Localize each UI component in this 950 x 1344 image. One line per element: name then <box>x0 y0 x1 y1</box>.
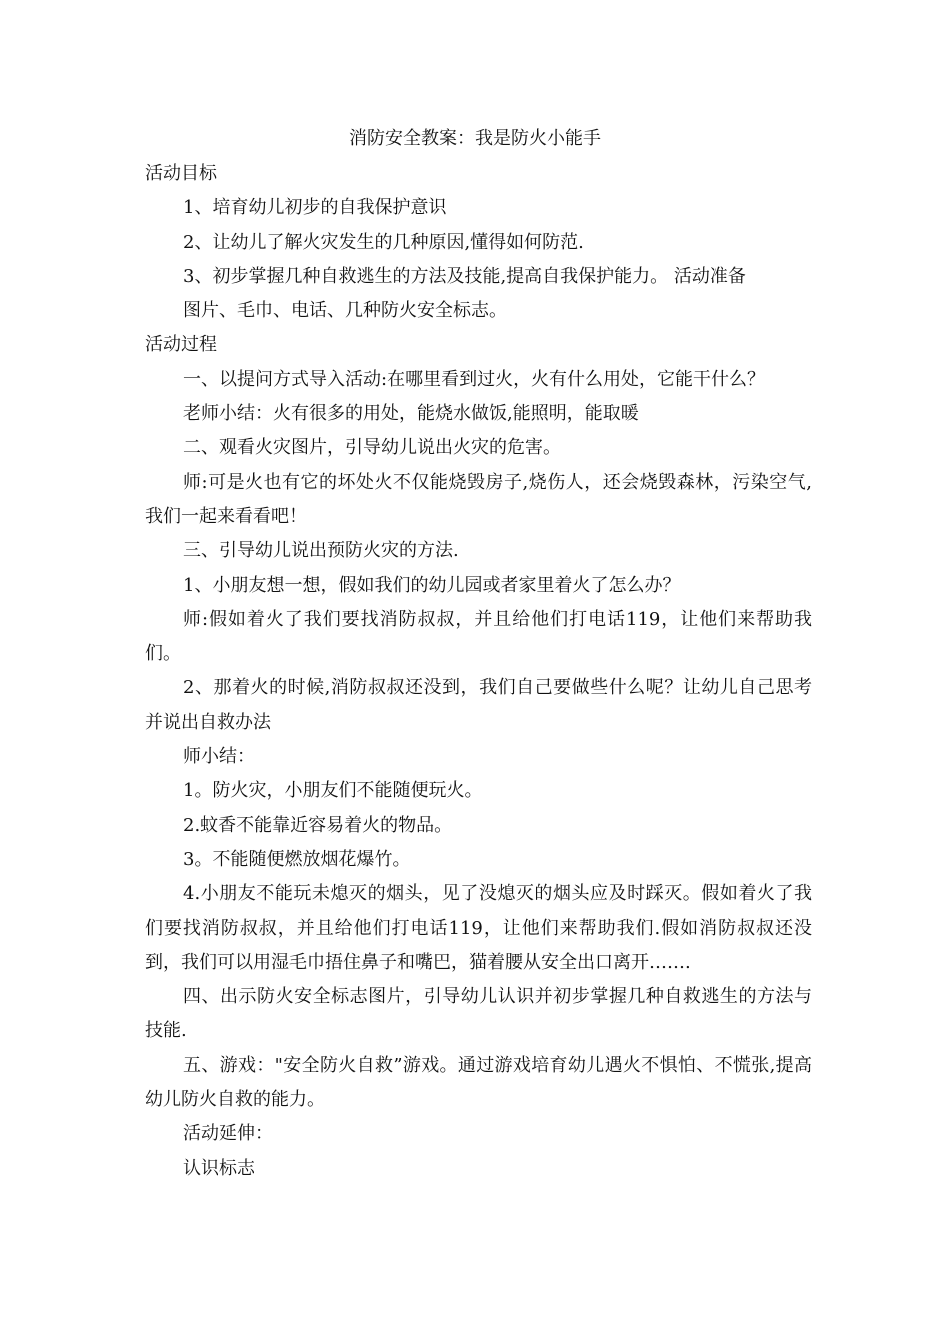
process-step-5: 五、游戏："安全防火自救”游戏。通过游戏培育幼儿遇火不惧怕、不慌张,提高幼儿防火自救的能力。 <box>145 1054 812 1111</box>
process-step-4: 四、出示防火安全标志图片，引导幼儿认识并初步掌握几种自救逃生的方法与技能. <box>145 986 812 1042</box>
teacher-remark-1: 师:可是火也有它的坏处火不仅能烧毁房子,烧伤人，还会烧毁森林，污染空气,我们一起来看看吧！ <box>145 471 812 527</box>
process-step-2: 二、观看火灾图片，引导幼儿说出火灾的危害。 <box>183 437 561 459</box>
teacher-summary-heading: 师小结： <box>183 746 255 768</box>
summary-item-2: 2.蚊香不能靠近容易着火的物品。 <box>183 814 453 836</box>
process-step-1: 一、以提问方式导入活动:在哪里看到过火，火有什么用处，它能干什么？ <box>183 368 766 390</box>
preparation-materials: 图片、毛巾、电话、几种防火安全标志。 <box>183 300 507 322</box>
summary-item-1: 1。防火灾，小朋友们不能随便玩火。 <box>183 780 483 802</box>
summary-item-3: 3。不能随便燃放烟花爆竹。 <box>183 848 411 870</box>
goal-item-2: 2、让幼儿了解火灾发生的几种原因,懂得如何防范. <box>183 231 584 253</box>
document-title: 消防安全教案：我是防火小能手 <box>349 128 601 149</box>
summary-item-4: 4.小朋友不能玩未熄灭的烟头，见了没熄灭的烟头应及时踩灭。假如着火了我们要找消防叔叔，并且给他们打电话119，让他们来帮助我们.假如消防叔叔还没到，我们可以用湿毛巾捂住鼻子和嘴巴，猫着腰从安全出口离开……. <box>145 883 812 973</box>
teacher-remark-2: 师:假如着火了我们要找消防叔叔，并且给他们打电话119，让他们来帮助我们。 <box>145 608 812 665</box>
question-2: 2、那着火的时候,消防叔叔还没到，我们自己要做些什么呢？让幼儿自己思考并说出自救办法 <box>145 677 812 733</box>
goal-item-1: 1、培育幼儿初步的自我保护意识 <box>183 197 447 219</box>
document-body <box>145 157 812 1186</box>
process-step-3: 三、引导幼儿说出预防火灾的方法. <box>183 540 459 562</box>
extension-item: 认识标志 <box>183 1157 255 1179</box>
question-1: 1、小朋友想一想，假如我们的幼儿园或者家里着火了怎么办？ <box>183 574 681 596</box>
section-heading-extension: 活动延伸： <box>183 1123 273 1145</box>
goal-item-3: 3、初步掌握几种自救逃生的方法及技能,提高自我保护能力。 活动准备 <box>183 265 746 287</box>
teacher-summary-1: 老师小结：火有很多的用处，能烧水做饭,能照明，能取暖 <box>183 403 639 425</box>
section-heading-goals: 活动目标 <box>145 163 217 184</box>
section-heading-process: 活动过程 <box>145 334 217 356</box>
